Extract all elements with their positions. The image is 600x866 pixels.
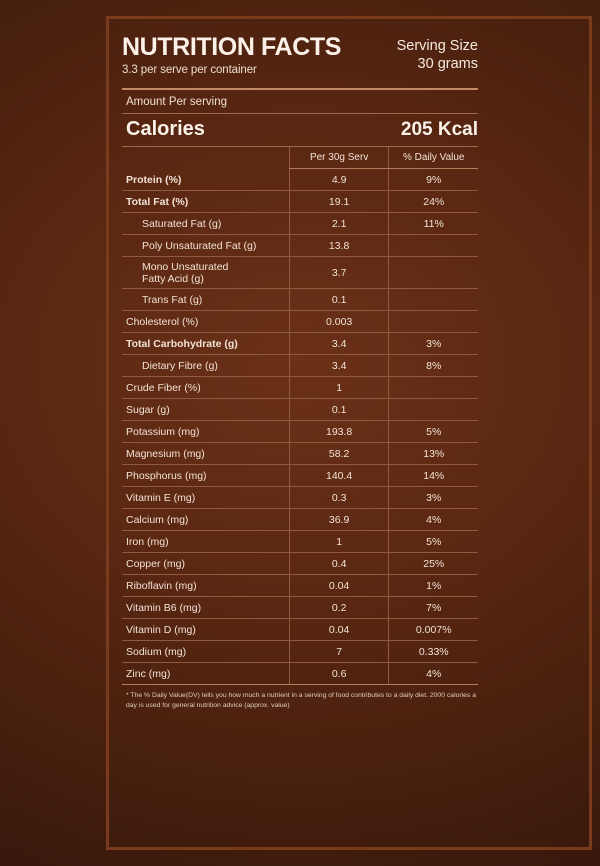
nutrient-name: Zinc (mg) [122, 663, 289, 685]
nutrient-name: Dietary Fibre (g) [122, 355, 289, 377]
nutrient-name: Saturated Fat (g) [122, 213, 289, 235]
nutrient-name: Vitamin B6 (mg) [122, 597, 289, 619]
table-row [122, 465, 478, 487]
nutrient-name: Vitamin E (mg) [122, 487, 289, 509]
table-row [122, 235, 478, 257]
table-row [122, 421, 478, 443]
nutrient-name: Calcium (mg) [122, 509, 289, 531]
table-row [122, 509, 478, 531]
nutrient-daily-value [389, 399, 478, 421]
table-row [122, 641, 478, 663]
nutrient-daily-value: 3% [389, 487, 478, 509]
table-row [122, 311, 478, 333]
nutrient-daily-value [389, 289, 478, 311]
table-row [122, 597, 478, 619]
table-row [122, 257, 478, 289]
column-header-daily-value: % Daily Value [389, 147, 478, 169]
nutrient-daily-value: 8% [389, 355, 478, 377]
nutrient-amount: 4.9 [289, 169, 389, 191]
table-row [122, 575, 478, 597]
servings-per-container: 3.3 per serve per container [122, 64, 257, 77]
nutrient-name: Mono Unsaturated Fatty Acid (g) [122, 257, 289, 289]
nutrient-amount: 3.4 [289, 333, 389, 355]
column-header-serving: Per 30g Serv [289, 147, 389, 169]
nutrient-amount: 0.04 [289, 575, 389, 597]
nutrient-daily-value: 7% [389, 597, 478, 619]
daily-value-footnote: * The % Daily Value(DV) tells you how much a nutrient in a serving of food contributes to a daily diet. 2000 calories a day is used for general nutrition advice (approx. value) [126, 692, 476, 710]
nutrient-daily-value: 5% [389, 421, 478, 443]
nutrient-daily-value: 4% [389, 663, 478, 685]
nutrient-amount: 0.003 [289, 311, 389, 333]
table-row [122, 333, 478, 355]
nutrient-daily-value: 24% [389, 191, 478, 213]
nutrient-name: Trans Fat (g) [122, 289, 289, 311]
nutrient-daily-value: 13% [389, 443, 478, 465]
nutrient-name: Poly Unsaturated Fat (g) [122, 235, 289, 257]
nutrient-table-body [122, 169, 478, 685]
amount-per-serving-label: Amount Per serving [126, 96, 227, 109]
nutrient-amount: 140.4 [289, 465, 389, 487]
calories-label: Calories [126, 118, 205, 141]
nutrient-daily-value: 9% [389, 169, 478, 191]
nutrient-amount: 0.04 [289, 619, 389, 641]
table-row [122, 531, 478, 553]
nutrient-amount: 7 [289, 641, 389, 663]
nutrient-name: Copper (mg) [122, 553, 289, 575]
table-row [122, 289, 478, 311]
table-row [122, 169, 478, 191]
nutrient-daily-value: 11% [389, 213, 478, 235]
nutrient-daily-value [389, 257, 478, 289]
nutrient-daily-value: 25% [389, 553, 478, 575]
nutrient-amount: 58.2 [289, 443, 389, 465]
table-row [122, 487, 478, 509]
nutrient-name: Riboflavin (mg) [122, 575, 289, 597]
table-row [122, 553, 478, 575]
nutrient-name: Iron (mg) [122, 531, 289, 553]
serving-size-value: 30 grams [417, 56, 478, 73]
nutrient-name: Total Carbohydrate (g) [122, 333, 289, 355]
nutrient-name: Magnesium (mg) [122, 443, 289, 465]
nutrient-name: Vitamin D (mg) [122, 619, 289, 641]
nutrient-amount: 36.9 [289, 509, 389, 531]
nutrient-amount: 1 [289, 531, 389, 553]
nutrient-amount: 0.3 [289, 487, 389, 509]
nutrient-table [122, 147, 478, 685]
nutrient-daily-value [389, 311, 478, 333]
nutrient-amount: 2.1 [289, 213, 389, 235]
nutrient-daily-value [389, 377, 478, 399]
calories-value: 205 Kcal [400, 119, 478, 141]
nutrient-amount: 3.4 [289, 355, 389, 377]
nutrient-amount: 19.1 [289, 191, 389, 213]
nutrient-amount: 13.8 [289, 235, 389, 257]
column-header-name [122, 147, 289, 169]
table-row [122, 213, 478, 235]
nutrient-name: Protein (%) [122, 169, 289, 191]
table-row [122, 619, 478, 641]
nutrient-amount: 193.8 [289, 421, 389, 443]
calories-row [122, 114, 478, 146]
nutrient-name: Sodium (mg) [122, 641, 289, 663]
nutrient-amount: 3.7 [289, 257, 389, 289]
nutrient-daily-value: 5% [389, 531, 478, 553]
table-row [122, 191, 478, 213]
header-left [122, 34, 341, 76]
serving-size-label: Serving Size [396, 38, 478, 54]
label-header [122, 28, 478, 76]
table-header-row [122, 147, 478, 169]
nutrient-amount: 1 [289, 377, 389, 399]
nutrient-daily-value: 0.007% [389, 619, 478, 641]
table-row [122, 663, 478, 685]
serving-size-block [397, 34, 478, 73]
nutrient-amount: 0.4 [289, 553, 389, 575]
nutrient-name: Potassium (mg) [122, 421, 289, 443]
nutrient-daily-value: 1% [389, 575, 478, 597]
nutrient-daily-value: 4% [389, 509, 478, 531]
nutrient-amount: 0.1 [289, 289, 389, 311]
nutrient-name: Phosphorus (mg) [122, 465, 289, 487]
nutrient-amount: 0.6 [289, 663, 389, 685]
nutrient-daily-value: 0.33% [389, 641, 478, 663]
page-title: NUTRITION FACTS [122, 33, 341, 61]
nutrient-daily-value: 3% [389, 333, 478, 355]
table-row [122, 443, 478, 465]
nutrient-name: Cholesterol (%) [122, 311, 289, 333]
table-row [122, 355, 478, 377]
nutrient-amount: 0.2 [289, 597, 389, 619]
nutrient-amount: 0.1 [289, 399, 389, 421]
nutrient-name: Sugar (g) [122, 399, 289, 421]
nutrient-name: Total Fat (%) [122, 191, 289, 213]
nutrient-name: Crude Fiber (%) [122, 377, 289, 399]
table-row [122, 377, 478, 399]
table-row [122, 399, 478, 421]
nutrition-facts-label [122, 28, 478, 840]
nutrient-daily-value: 14% [389, 465, 478, 487]
nutrient-daily-value [389, 235, 478, 257]
